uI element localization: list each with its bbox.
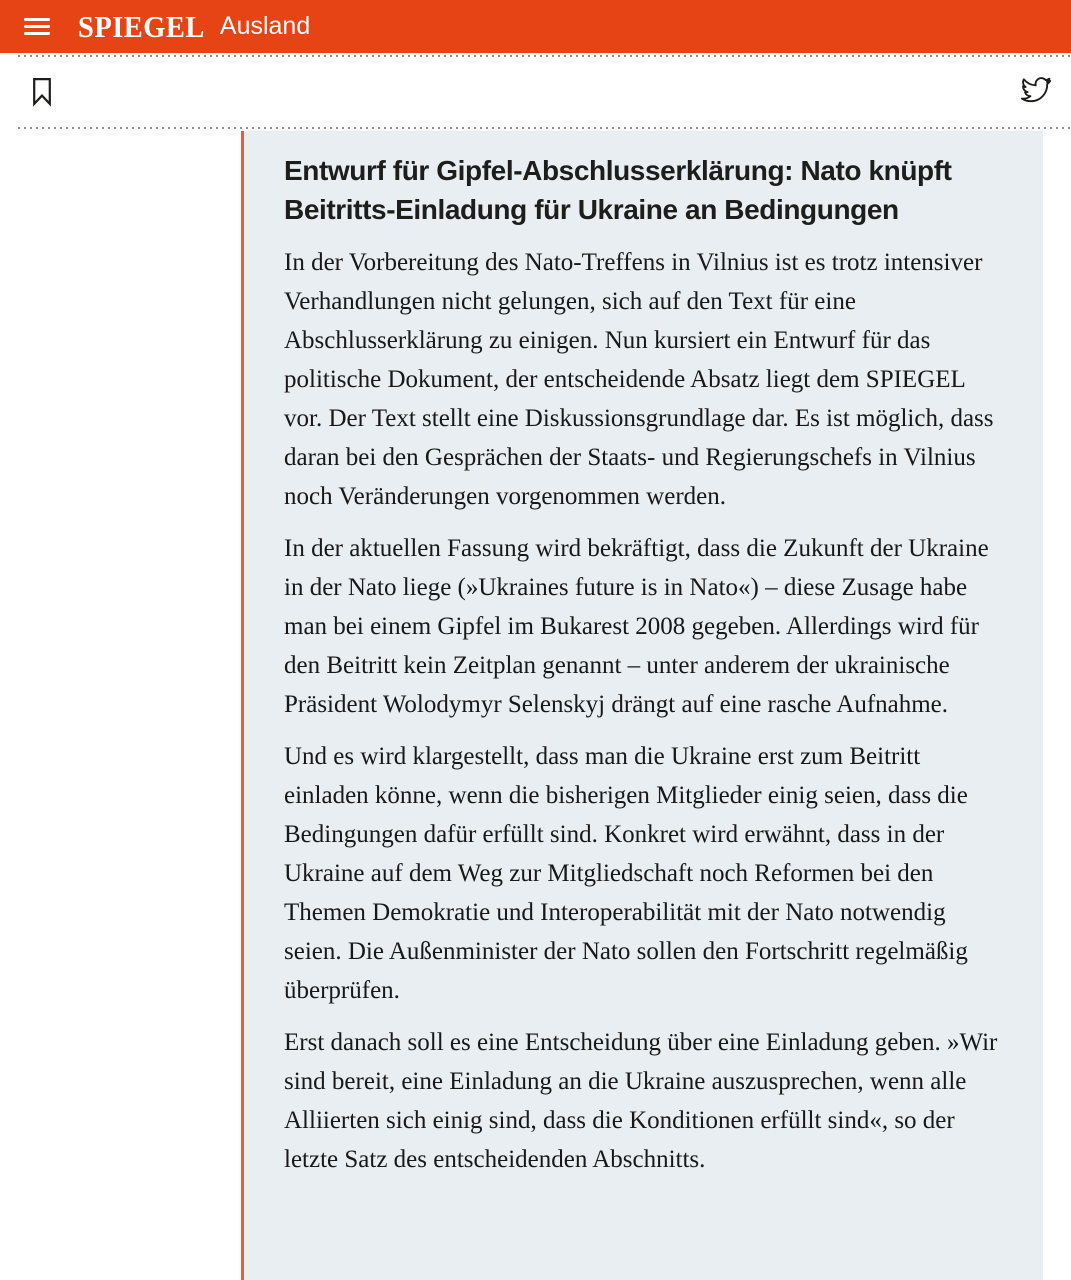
article-headline: Entwurf für Gipfel-Abschlusserklärung: Nato knüpft Beitritts-Einladung für Ukraine an Bedingungen [284,155,952,225]
article-paragraph: In der Vorbereitung des Nato-Treffens in Vilnius ist es trotz intensiver Verhandlungen nicht gelungen, sich auf den Text für eine Abschlusserklärung zu einigen. Nun kursiert ein Entwurf für das politische Dokument, der entscheidende Absatz liegt dem SPIEGEL vor. Der Text stellt eine Diskussionsgrundlage dar. Es ist möglich, dass daran bei den Gesprächen der Staats- und Regierungschefs in Vilnius noch Veränderungen vorgenommen werden. [284,249,994,510]
article-paragraph: Und es wird klargestellt, dass man die Ukraine erst zum Beitritt einladen könne, wenn die bisherigen Mitglieder einig seien, dass die Bedingungen dafür erfüllt sind. Konkret wird erwähnt, dass in der Ukraine auf dem Weg zur Mitgliedschaft noch Reformen bei den Themen Demokratie und Interoperabilität mit der Nato notwendig seien. Die Außenminister der Nato sollen den Fortschritt regelmäßig überprüfen. [284,743,968,1004]
article-paragraph: In der aktuellen Fassung wird bekräftigt, dass die Zukunft der Ukraine in der Nato liege (»Ukraines future is in Nato«) – diese Zusage habe man bei einem Gipfel im Bukarest 2008 gegeben. Allerdings wird für den Beitritt kein Zeitplan genannt – unter anderem der ukrainische Präsident Wolodymyr Selenskyj drängt auf eine rasche Aufnahme. [284,535,989,718]
twitter-share-button[interactable] [1020,75,1053,105]
app-header [0,0,1071,53]
article-body [241,131,1043,1280]
twitter-icon [1020,75,1053,105]
bookmark-button[interactable] [31,76,53,107]
hamburger-menu-icon[interactable] [24,18,50,35]
dotted-divider-top [18,55,1071,58]
dotted-divider-bottom [18,127,1071,130]
section-title[interactable]: Ausland [219,12,311,40]
bookmark-icon [31,76,53,107]
article-paragraph: Erst danach soll es eine Entscheidung über eine Einladung geben. »Wir sind bereit, eine Einladung an die Ukraine auszusprechen, wenn alle Alliierten sich einig sind, dass die Konditionen erfüllt sind«, so der letzte Satz des entscheidenden Abschnitts. [284,1029,998,1173]
spiegel-logo[interactable]: SPIEGEL [78,8,205,44]
